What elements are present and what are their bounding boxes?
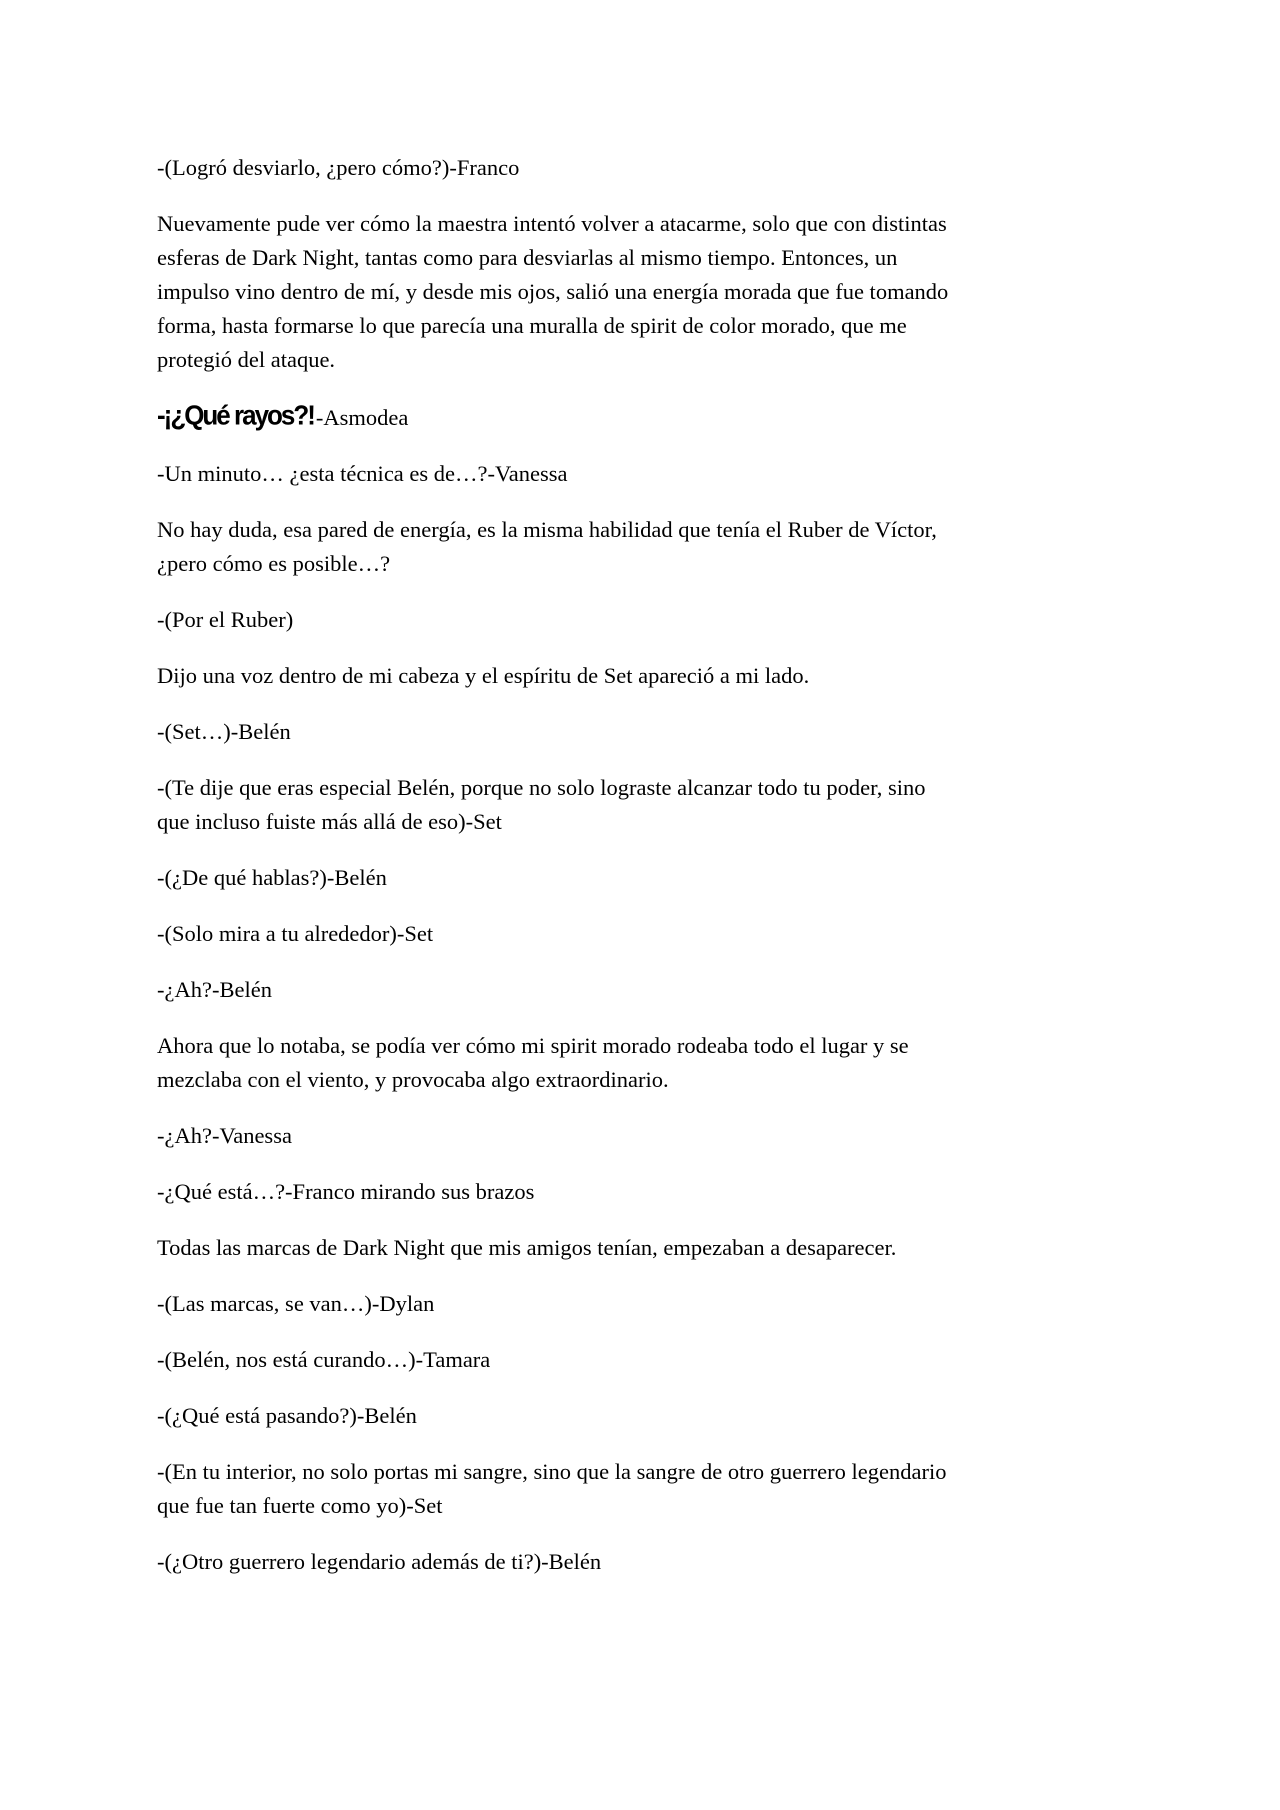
text-line: que incluso fuiste más allá de eso)-Set [157, 809, 502, 834]
text-line: protegió del ataque. [157, 347, 336, 372]
text-line: -Asmodea [315, 405, 409, 430]
paragraph [157, 1455, 1167, 1523]
paragraph [157, 771, 1167, 839]
paragraph [157, 457, 1167, 491]
paragraph [157, 603, 1167, 637]
paragraph [157, 917, 1167, 951]
text-line: Nuevamente pude ver cómo la maestra intentó volver a atacarme, solo que con distintas [157, 211, 947, 236]
text-line: No hay duda, esa pared de energía, es la misma habilidad que tenía el Ruber de Víctor, [157, 517, 937, 542]
paragraph [157, 1343, 1167, 1377]
text-line: forma, hasta formarse lo que parecía una muralla de spirit de color morado, que me [157, 313, 907, 338]
text-line: -(En tu interior, no solo portas mi sangre, sino que la sangre de otro guerrero legendario [157, 1459, 947, 1484]
text-line: -(¿Qué está pasando?)-Belén [157, 1403, 417, 1428]
text-line: -(Por el Ruber) [157, 607, 294, 632]
paragraph [157, 1175, 1167, 1209]
text-line: -Un minuto… ¿esta técnica es de…?-Vanessa [157, 461, 568, 486]
paragraph [157, 1287, 1167, 1321]
text-line: -(Solo mira a tu alrededor)-Set [157, 921, 434, 946]
text-line: -(Las marcas, se van…)-Dylan [157, 1291, 435, 1316]
text-line: -¿Ah?-Vanessa [157, 1123, 292, 1148]
paragraph [157, 399, 1167, 435]
text-line: mezclaba con el viento, y provocaba algo extraordinario. [157, 1067, 669, 1092]
paragraph [157, 1231, 1167, 1265]
text-line: Todas las marcas de Dark Night que mis amigos tenían, empezaban a desaparecer. [157, 1235, 897, 1260]
text-line: impulso vino dentro de mí, y desde mis ojos, salió una energía morada que fue tomando [157, 279, 949, 304]
document-content [157, 151, 1167, 1601]
paragraph [157, 207, 1167, 377]
paragraph [157, 513, 1167, 581]
text-line: Ahora que lo notaba, se podía ver cómo mi spirit morado rodeaba todo el lugar y se [157, 1033, 909, 1058]
text-line: -(Logró desviarlo, ¿pero cómo?)-Franco [157, 155, 520, 180]
paragraph [157, 861, 1167, 895]
text-line: -(Belén, nos está curando…)-Tamara [157, 1347, 491, 1372]
text-line: -(¿De qué hablas?)-Belén [157, 865, 387, 890]
text-line: -¿Ah?-Belén [157, 977, 272, 1002]
paragraph [157, 1029, 1167, 1097]
paragraph [157, 973, 1167, 1007]
text-line: que fue tan fuerte como yo)-Set [157, 1493, 443, 1518]
paragraph [157, 715, 1167, 749]
paragraph [157, 659, 1167, 693]
paragraph [157, 151, 1167, 185]
text-line: -(Te dije que eras especial Belén, porque no solo lograste alcanzar todo tu poder, sino [157, 775, 926, 800]
text-line: -(¿Otro guerrero legendario además de ti?)-Belén [157, 1549, 602, 1574]
paragraph [157, 1545, 1167, 1579]
text-line: ¿pero cómo es posible…? [157, 551, 391, 576]
paragraph [157, 1119, 1167, 1153]
text-line: -¿Qué está…?-Franco mirando sus brazos [157, 1179, 535, 1204]
shout-text: -¡¿Qué rayos?! [157, 399, 314, 431]
text-line: esferas de Dark Night, tantas como para desviarlas al mismo tiempo. Entonces, un [157, 245, 898, 270]
paragraph [157, 1399, 1167, 1433]
text-line: Dijo una voz dentro de mi cabeza y el espíritu de Set apareció a mi lado. [157, 663, 810, 688]
text-line: -(Set…)-Belén [157, 719, 291, 744]
